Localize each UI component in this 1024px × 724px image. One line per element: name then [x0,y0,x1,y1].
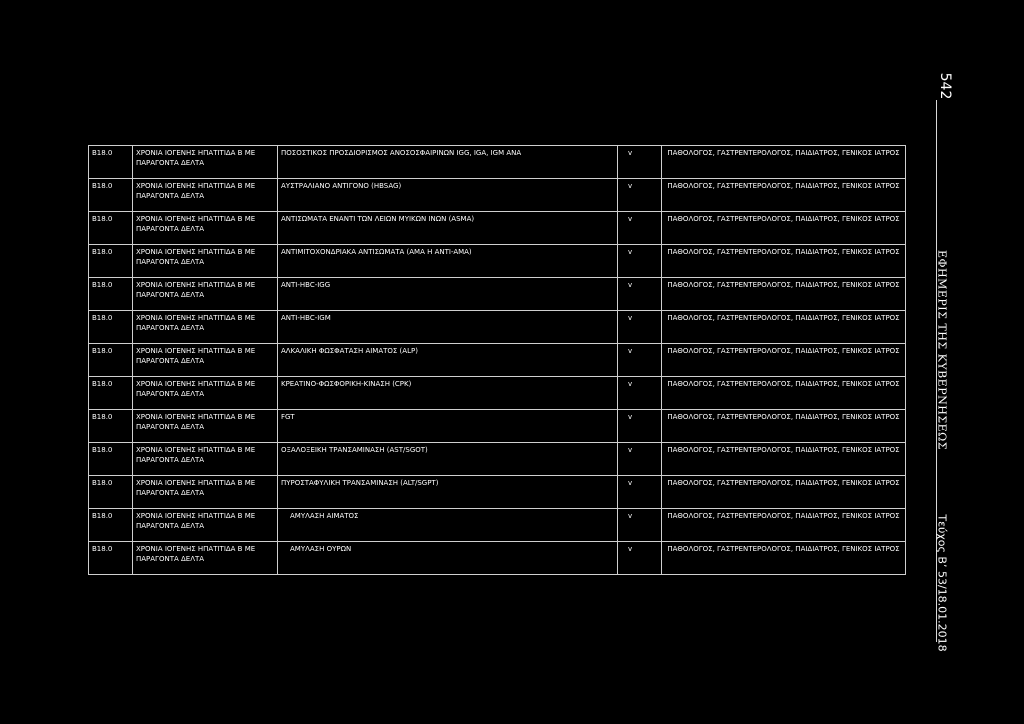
check-mark: v [618,278,662,311]
disease-name: ΧΡΟΝΙΑ ΙΟΓΕΝΗΣ ΗΠΑΤΙΤΙΔΑ Β ΜΕ ΠΑΡΑΓΟΝΤΑ ΔΕΛΤΑ [133,377,278,410]
table-row [89,311,906,344]
check-mark: v [618,542,662,575]
check-mark: v [618,212,662,245]
page-number: 542 [937,72,953,100]
table-row [89,377,906,410]
table-row [89,410,906,443]
test-name: ΠΥΡΟΣΤΑΦΥΛΙΚΗ ΤΡΑΝΣΑΜΙΝΑΣΗ (ALT/SGPT) [278,476,618,509]
specialties: ΠΑΘΟΛΟΓΟΣ, ΓΑΣΤΡΕΝΤΕΡΟΛΟΓΟΣ, ΠΑΙΔΙΑΤΡΟΣ, ΓΕΝΙΚΟΣ ΙΑΤΡΟΣ [662,542,906,575]
specialties: ΠΑΘΟΛΟΓΟΣ, ΓΑΣΤΡΕΝΤΕΡΟΛΟΓΟΣ, ΠΑΙΔΙΑΤΡΟΣ, ΓΕΝΙΚΟΣ ΙΑΤΡΟΣ [662,344,906,377]
table-row [89,179,906,212]
check-mark: v [618,476,662,509]
test-name: ΑΜΥΛΑΣΗ ΑΙΜΑΤΟΣ [278,509,618,542]
test-name: ΑΜΥΛΑΣΗ ΟΥΡΩΝ [278,542,618,575]
specialties: ΠΑΘΟΛΟΓΟΣ, ΓΑΣΤΡΕΝΤΕΡΟΛΟΓΟΣ, ΠΑΙΔΙΑΤΡΟΣ, ΓΕΝΙΚΟΣ ΙΑΤΡΟΣ [662,212,906,245]
disease-name: ΧΡΟΝΙΑ ΙΟΓΕΝΗΣ ΗΠΑΤΙΤΙΔΑ Β ΜΕ ΠΑΡΑΓΟΝΤΑ ΔΕΛΤΑ [133,146,278,179]
table-body [89,146,906,575]
icd-code: B18.0 [89,443,133,476]
check-mark: v [618,410,662,443]
disease-name: ΧΡΟΝΙΑ ΙΟΓΕΝΗΣ ΗΠΑΤΙΤΙΔΑ Β ΜΕ ΠΑΡΑΓΟΝΤΑ ΔΕΛΤΑ [133,509,278,542]
test-name: ANTI-HBC-IGM [278,311,618,344]
icd-code: B18.0 [89,311,133,344]
check-mark: v [618,311,662,344]
icd-code: B18.0 [89,278,133,311]
document-table [88,145,906,575]
table-row [89,212,906,245]
table-row [89,245,906,278]
icd-code: B18.0 [89,509,133,542]
disease-name: ΧΡΟΝΙΑ ΙΟΓΕΝΗΣ ΗΠΑΤΙΤΙΔΑ Β ΜΕ ΠΑΡΑΓΟΝΤΑ ΔΕΛΤΑ [133,344,278,377]
table-row [89,278,906,311]
specialties: ΠΑΘΟΛΟΓΟΣ, ΓΑΣΤΡΕΝΤΕΡΟΛΟΓΟΣ, ΠΑΙΔΙΑΤΡΟΣ, ΓΕΝΙΚΟΣ ΙΑΤΡΟΣ [662,146,906,179]
table-row [89,443,906,476]
table-row [89,542,906,575]
table-row [89,509,906,542]
icd-code: B18.0 [89,410,133,443]
test-name: ANTI-HBC-IGG [278,278,618,311]
issue-label: Τεύχος Β’ 53/18.01.2018 [935,513,949,652]
disease-name: ΧΡΟΝΙΑ ΙΟΓΕΝΗΣ ΗΠΑΤΙΤΙΔΑ Β ΜΕ ΠΑΡΑΓΟΝΤΑ ΔΕΛΤΑ [133,443,278,476]
test-name: ΑΥΣΤΡΑΛΙΑΝΟ ΑΝΤΙΓΟΝΟ (HBSAG) [278,179,618,212]
specialties: ΠΑΘΟΛΟΓΟΣ, ΓΑΣΤΡΕΝΤΕΡΟΛΟΓΟΣ, ΠΑΙΔΙΑΤΡΟΣ, ΓΕΝΙΚΟΣ ΙΑΤΡΟΣ [662,377,906,410]
specialties: ΠΑΘΟΛΟΓΟΣ, ΓΑΣΤΡΕΝΤΕΡΟΛΟΓΟΣ, ΠΑΙΔΙΑΤΡΟΣ, ΓΕΝΙΚΟΣ ΙΑΤΡΟΣ [662,179,906,212]
gazette-title: ΕΦΗΜΕΡΙΣ ΤΗΣ ΚΥΒΕΡΝΗΣΕΩΣ [935,249,949,451]
check-mark: v [618,377,662,410]
disease-name: ΧΡΟΝΙΑ ΙΟΓΕΝΗΣ ΗΠΑΤΙΤΙΔΑ Β ΜΕ ΠΑΡΑΓΟΝΤΑ ΔΕΛΤΑ [133,542,278,575]
specialties: ΠΑΘΟΛΟΓΟΣ, ΓΑΣΤΡΕΝΤΕΡΟΛΟΓΟΣ, ΠΑΙΔΙΑΤΡΟΣ, ΓΕΝΙΚΟΣ ΙΑΤΡΟΣ [662,476,906,509]
icd-code: B18.0 [89,542,133,575]
disease-name: ΧΡΟΝΙΑ ΙΟΓΕΝΗΣ ΗΠΑΤΙΤΙΔΑ Β ΜΕ ΠΑΡΑΓΟΝΤΑ ΔΕΛΤΑ [133,245,278,278]
check-mark: v [618,509,662,542]
check-mark: v [618,443,662,476]
disease-name: ΧΡΟΝΙΑ ΙΟΓΕΝΗΣ ΗΠΑΤΙΤΙΔΑ Β ΜΕ ΠΑΡΑΓΟΝΤΑ ΔΕΛΤΑ [133,311,278,344]
disease-name: ΧΡΟΝΙΑ ΙΟΓΕΝΗΣ ΗΠΑΤΙΤΙΔΑ Β ΜΕ ΠΑΡΑΓΟΝΤΑ ΔΕΛΤΑ [133,410,278,443]
disease-name: ΧΡΟΝΙΑ ΙΟΓΕΝΗΣ ΗΠΑΤΙΤΙΔΑ Β ΜΕ ΠΑΡΑΓΟΝΤΑ ΔΕΛΤΑ [133,179,278,212]
test-name: ΚΡΕΑΤΙΝΟ-ΦΩΣΦΟΡΙΚΗ-ΚΙΝΑΣΗ (CPK) [278,377,618,410]
disease-name: ΧΡΟΝΙΑ ΙΟΓΕΝΗΣ ΗΠΑΤΙΤΙΔΑ Β ΜΕ ΠΑΡΑΓΟΝΤΑ ΔΕΛΤΑ [133,212,278,245]
check-mark: v [618,245,662,278]
test-name: ΟΞΑΛΟΞΕΙΚΗ ΤΡΑΝΣΑΜΙΝΑΣΗ (AST/SGOT) [278,443,618,476]
icd-code: B18.0 [89,344,133,377]
check-mark: v [618,344,662,377]
specialties: ΠΑΘΟΛΟΓΟΣ, ΓΑΣΤΡΕΝΤΕΡΟΛΟΓΟΣ, ΠΑΙΔΙΑΤΡΟΣ, ΓΕΝΙΚΟΣ ΙΑΤΡΟΣ [662,509,906,542]
table-row [89,146,906,179]
specialties: ΠΑΘΟΛΟΓΟΣ, ΓΑΣΤΡΕΝΤΕΡΟΛΟΓΟΣ, ΠΑΙΔΙΑΤΡΟΣ, ΓΕΝΙΚΟΣ ΙΑΤΡΟΣ [662,311,906,344]
table-row [89,344,906,377]
table-row [89,476,906,509]
test-name: ΑΛΚΑΛΙΚΗ ΦΩΣΦΑΤΑΣΗ ΑΙΜΑΤΟΣ (ALP) [278,344,618,377]
test-name: ΑΝΤΙΜΙΤΟΧΟΝΔΡΙΑΚΑ ΑΝΤΙΣΩΜΑΤΑ (AMA Η ANTI-AMA) [278,245,618,278]
icd-code: B18.0 [89,179,133,212]
specialties: ΠΑΘΟΛΟΓΟΣ, ΓΑΣΤΡΕΝΤΕΡΟΛΟΓΟΣ, ΠΑΙΔΙΑΤΡΟΣ, ΓΕΝΙΚΟΣ ΙΑΤΡΟΣ [662,410,906,443]
icd-code: B18.0 [89,146,133,179]
disease-name: ΧΡΟΝΙΑ ΙΟΓΕΝΗΣ ΗΠΑΤΙΤΙΔΑ Β ΜΕ ΠΑΡΑΓΟΝΤΑ ΔΕΛΤΑ [133,278,278,311]
icd-code: B18.0 [89,377,133,410]
icd-code: B18.0 [89,212,133,245]
icd-code: B18.0 [89,245,133,278]
specialties: ΠΑΘΟΛΟΓΟΣ, ΓΑΣΤΡΕΝΤΕΡΟΛΟΓΟΣ, ΠΑΙΔΙΑΤΡΟΣ, ΓΕΝΙΚΟΣ ΙΑΤΡΟΣ [662,245,906,278]
test-name: FGT [278,410,618,443]
icd-code: B18.0 [89,476,133,509]
check-mark: v [618,179,662,212]
disease-name: ΧΡΟΝΙΑ ΙΟΓΕΝΗΣ ΗΠΑΤΙΤΙΔΑ Β ΜΕ ΠΑΡΑΓΟΝΤΑ ΔΕΛΤΑ [133,476,278,509]
specialties: ΠΑΘΟΛΟΓΟΣ, ΓΑΣΤΡΕΝΤΕΡΟΛΟΓΟΣ, ΠΑΙΔΙΑΤΡΟΣ, ΓΕΝΙΚΟΣ ΙΑΤΡΟΣ [662,278,906,311]
specialties: ΠΑΘΟΛΟΓΟΣ, ΓΑΣΤΡΕΝΤΕΡΟΛΟΓΟΣ, ΠΑΙΔΙΑΤΡΟΣ, ΓΕΝΙΚΟΣ ΙΑΤΡΟΣ [662,443,906,476]
check-mark: v [618,146,662,179]
test-name: ΠΟΣΟΣΤΙΚΟΣ ΠΡΟΣΔΙΟΡΙΣΜΟΣ ΑΝΟΣΟΣΦΑΙΡΙΝΩΝ IGG, IGA, IGM ΑΝΑ [278,146,618,179]
test-name: ΑΝΤΙΣΩΜΑΤΑ ΕΝΑΝΤΙ ΤΩΝ ΛΕΙΩΝ ΜΥΙΚΩΝ ΙΝΩΝ (ASMA) [278,212,618,245]
